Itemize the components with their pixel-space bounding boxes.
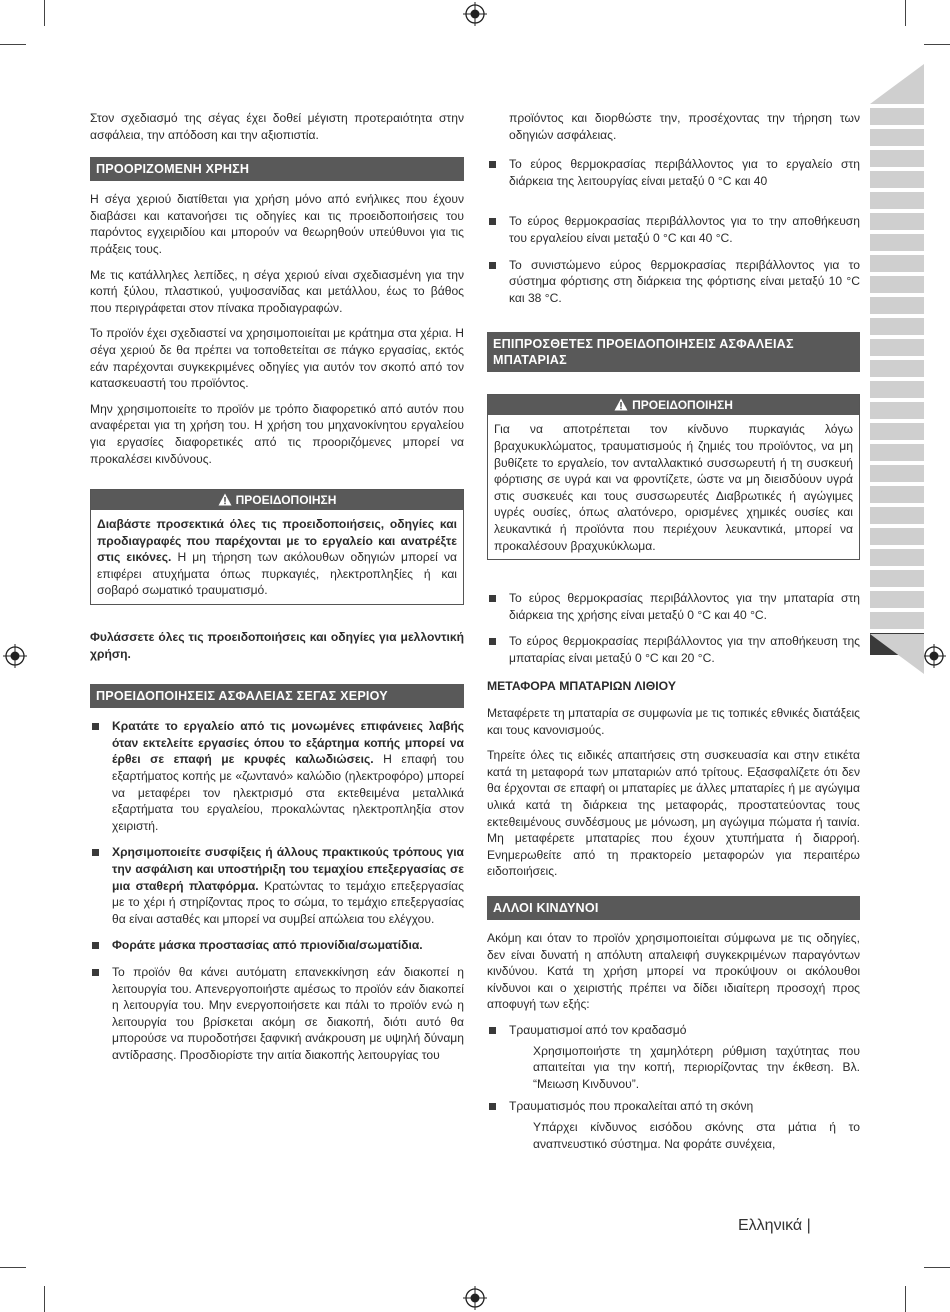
list-item: Το συνιστώμενο εύρος θερμοκρασίας περιβάλλοντος για το σύστημα φόρτισης στη διάρκεια της φόρτισης είναι μεταξύ 10 °C και 38 °C. [487, 257, 860, 307]
section-title-saw-safety: ΠΡΟΕΙΔΟΠΟΙΗΣΕΙΣ ΑΣΦΑΛΕΙΑΣ ΣΕΓΑΣ ΧΕΡΙΟΥ [90, 684, 464, 708]
keep-instructions-note: Φυλάσσετε όλες τις προειδοποιήσεις και οδηγίες για μελλοντική χρήση. [90, 630, 464, 661]
list-item: Το εύρος θερμοκρασίας περιβάλλοντος για την μπαταρία στη διάρκεια της χρήσης είναι μεταξύ 0 °C και 40 °C. [487, 590, 860, 623]
risk-heading: Τραυματισμοί από τον κραδασμό [509, 1022, 687, 1037]
language-tab [870, 213, 924, 230]
language-tab [870, 381, 924, 398]
warning-header [91, 490, 463, 510]
language-tab [870, 276, 924, 293]
crop-mark [0, 1267, 26, 1268]
crop-mark [44, 0, 45, 26]
other-risks-p1: Ακόμη και όταν το προϊόν χρησιμοποιείται σύμφωνα με τις οδηγίες, δεν είναι δυνατή η απόλυτη απαλειφή συγκεκριμένων παραγόντων κινδύνου. Κατά τη χρήση μπορεί να προκύψουν οι ακόλουθοι κίνδυνοι και ο χειριστής πρέπει να δίδει ιδιαίτερη προσοχή προς αποφυγή των εξής: [487, 931, 860, 1012]
language-tab [870, 234, 924, 251]
crop-mark [905, 1286, 906, 1312]
language-tab [870, 549, 924, 566]
saw-safety-list [90, 718, 464, 1063]
transport-heading: ΜΕΤΑΦΟΡΑ ΜΠΑΤΑΡΙΩΝ ΛΙΘΙΟΥ [487, 679, 676, 694]
language-tab [870, 486, 924, 503]
list-item [487, 1098, 860, 1115]
list-item: Κρατάτε το εργαλείο από τις μονωμένες επιφάνειες λαβής όταν εκτελείτε εργασίες όπου το εξάρτημα κοπής μπορεί να έρθει σε επαφή με κρυφές καλωδιώσεις. Η επαφή του εξαρτήματος κοπής με «ζωντανό» καλώδιο (ηλεκτροφόρο) μπορεί να μεταφέρει τον ηλεκτρισμό στα εκτεθειμένα μεταλλικά εξαρτήματα του εργαλείου, προκαλώντας ηλεκτροπληξία στον χειριστή. [90, 718, 464, 834]
crop-mark [905, 0, 906, 26]
risk-body: Χρησιμοποιήστε τη χαμηλότερη ρύθμιση ταχύτητας που απαιτείται για την κοπή, περιορίζοντας την έκθεση. Βλ. “Μειωση Κινδυνου”. [533, 1043, 860, 1091]
language-tab [870, 402, 924, 419]
section-title-intended-use: ΠΡΟΟΡΙΖΟΜΕΝΗ ΧΡΗΣΗ [90, 157, 464, 181]
language-tab [870, 570, 924, 587]
language-tab [870, 150, 924, 167]
list-item: Το εύρος θερμοκρασίας περιβάλλοντος για το την αποθήκευση του εργαλείου είναι μεταξύ 0 °C και 40 °C. [487, 213, 860, 246]
other-risks-list [487, 1098, 860, 1115]
section-title-other-risks: ΑΛΛΟΙ ΚΙΝΔΥΝΟΙ [487, 896, 860, 920]
tool-temperature-list [487, 156, 860, 306]
language-tab [870, 591, 924, 608]
intended-use-p3: Το προϊόν έχει σχεδιαστεί να χρησιμοποιείται με κράτημα στα χέρια. Η σέγα χεριού δε θα πρέπει να τοποθετείται σε πάγκο εργασίας, εκτός εάν παρέχονται συγκεκριμένες οδηγίες για αυτόν τον σκοπό από τον κατασκευαστή του προϊόντος. [90, 326, 464, 391]
risk-body: Υπάρχει κίνδυνος εισόδου σκόνης στα μάτια ή το αναπνευστικό σύστημα. Να φοράτε συνέχεια, [533, 1119, 860, 1151]
language-tab [870, 423, 924, 440]
list-item [487, 1022, 860, 1039]
language-tabs [870, 64, 924, 674]
language-tab [870, 318, 924, 335]
section-title-battery-safety: ΕΠΙΠΡΟΣΘΕΤΕΣ ΠΡΟΕΙΔΟΠΟΙΗΣΕΙΣ ΑΣΦΑΛΕΙΑΣ ΜΠΑΤΑΡΙΑΣ [487, 332, 860, 372]
language-tab [870, 465, 924, 482]
language-tab [870, 129, 924, 146]
tab-bottom-triangle [870, 634, 924, 674]
intended-use-p2: Με τις κατάλληλες λεπίδες, η σέγα χεριού είναι σχεδιασμένη για την κοπή ξύλου, πλαστικού, γυψοσανίδας και μετάλλου, έως το βάθος που περιγράφεται στον πίνακα προδιαγραφών. [90, 267, 464, 315]
language-tab [870, 108, 924, 125]
language-tab [870, 192, 924, 209]
intended-use-p4: Μην χρησιμοποιείτε το προϊόν με τρόπο διαφορετικό από αυτόν που αναφέρεται για τη χρήση του. Η χρήση του μηχανοκίνητου εργαλείου για εργασίες διαφορετικές από τις προοριζόμενες μπορεί να προκαλέσει κινδύνους. [90, 401, 464, 466]
list-item: Το εύρος θερμοκρασίας περιβάλλοντος για την αποθήκευση της μπαταρίας είναι μεταξύ 0 °C και 20 °C. [487, 633, 860, 666]
warning-bold-text: Διαβάστε προσεκτικά όλες τις προειδοποιήσεις, οδηγίες και προδιαγραφές που παρέχονται με το εργαλείο και ανατρέξτε στις εικόνες. [97, 517, 457, 565]
language-tab [870, 339, 924, 356]
other-risks-list [487, 1022, 860, 1039]
list-item: Φοράτε μάσκα προστασίας από πριονίδια/σωματίδια. [90, 937, 464, 954]
crop-mark [0, 44, 26, 45]
right-column [487, 110, 860, 1158]
language-tab [870, 297, 924, 314]
language-tab [870, 255, 924, 272]
risk-heading: Τραυματισμός που προκαλείται από τη σκόνη [509, 1099, 754, 1114]
transport-p1: Μεταφέρετε τη μπαταρία σε συμφωνία με τις τοπικές εθνικές διατάξεις και τους κανονισμούς. [487, 706, 860, 737]
language-tab [870, 171, 924, 188]
intro-text: Στον σχεδιασμό της σέγας έχει δοθεί μέγιστη προτεραιότητα στην ασφάλεια, την απόδοση και την αξιοπιστία. [90, 111, 464, 142]
warning-label: ΠΡΟΕΙΔΟΠΟΙΗΣΗ [632, 398, 733, 413]
tab-top-triangle [870, 64, 924, 104]
warning-triangle-icon [614, 398, 628, 411]
language-tab [870, 444, 924, 461]
warning-label: ΠΡΟΕΙΔΟΠΟΙΗΣΗ [235, 493, 337, 508]
language-tab [870, 612, 924, 629]
language-tab [870, 360, 924, 377]
language-tab [870, 528, 924, 545]
warning-text: Η μη τήρηση των ακόλουθων οδηγιών μπορεί να επιφέρει ατυχήματα όπως πυρκαγιές, ηλεκτροπληξίες ή και σοβαρό σωματικό τραυματισμό. [97, 550, 457, 598]
battery-temperature-list [487, 590, 860, 666]
warning-box [90, 489, 464, 605]
registration-mark-icon [463, 1286, 487, 1310]
language-tab [870, 507, 924, 524]
intended-use-p1: Η σέγα χεριού διατίθεται για χρήση μόνο από ενήλικες που έχουν διαβάσει και κατανοήσει τις οδηγίες και τις προειδοποιήσεις του παρόντος εγχειριδίου και μπορούν να θεωρηθούν υπεύθυνοι για τις πράξεις τους. [90, 192, 464, 256]
left-column [90, 110, 464, 1074]
list-item: Το εύρος θερμοκρασίας περιβάλλοντος για το εργαλείο στη διάρκεια της λειτουργίας είναι μεταξύ 0 °C και 40 [487, 156, 860, 189]
transport-p2: Τηρείτε όλες τις ειδικές απαιτήσεις στη συσκευασία και στην ετικέτα κατά τη μεταφορά των μπαταριών από τρίτους. Εξασφαλίζετε ότι δεν θα έρχονται σε επαφή οι μπαταρίες με άλλες μπαταρίες ή με αγώγιμα υλικά κατά τη διάρκεια της μεταφοράς, προστατεύοντας τους εκτεθειμένους συνδέσμους με μόνωση, μη αγώγιμα πώματα ή ταινία. Μη μεταφέρετε μπαταρίες που έχουν χτυπήματα ή διαρροή. Ενημερωθείτε από τη πρακτορείο μεταφορών για περαιτέρω ειδοποιήσεις. [487, 748, 860, 879]
crop-mark [924, 1267, 950, 1268]
warning-box [487, 394, 860, 560]
registration-mark-icon [3, 644, 27, 668]
continued-text: προϊόντος και διορθώστε την, προσέχοντας την τήρηση των οδηγιών ασφάλειας. [509, 111, 860, 142]
crop-mark [44, 1286, 45, 1312]
warning-triangle-icon [218, 493, 232, 506]
list-item: Το προϊόν θα κάνει αυτόματη επανεκκίνηση εάν διακοπεί η λειτουργία του. Απενεργοποιήστε αμέσως το προϊόν εάν διακοπεί η λειτουργία του. Μην ενεργοποιήσετε και πάλι το προϊόν ενώ η λειτουργία του βρίσκεται ακόμη σε διακοπή, διότι αυτό θα μπορούσε να πυροδοτήσει ξαφνική ανάκρουση με υψηλή δύναμη αντίδρασης. Προσδιορίστε την αιτία διακοπής λειτουργίας του [90, 964, 464, 1064]
warning-body [91, 510, 463, 604]
crop-mark [924, 44, 950, 45]
warning-header [488, 395, 859, 415]
page-language-label: Ελληνικά | [738, 1217, 811, 1234]
registration-mark-icon [922, 644, 946, 668]
registration-mark-icon [463, 2, 487, 26]
warning-body: Για να αποτρέπεται τον κίνδυνο πυρκαγιάς λόγω βραχυκυκλώματος, τραυματισμούς ή ζημιές του προϊόντος, να μη βυθίζετε το εργαλείο, τον ανταλλακτικό συσσωρευτή ή τη συσκευή φόρτισης σε υγρά και να φροντίζετε, ώστε να μη διεισδύουν υγρά στις συσκευές και τους συσσωρευτές Διαβρωτικές ή αγώγιμες υγρές ουσίες, όπως αλατόνερο, ορισμένες χημικές ουσίες και λευκαντικά ή προϊόντα που περιέχουν λευκαντικά, μπορεί να προκαλέσουν βραχυκύκλωμα. [494, 422, 853, 553]
list-item: Χρησιμοποιείτε συσφίξεις ή άλλους πρακτικούς τρόπους για την ασφάλιση και υποστήριξη του τεμαχίου επεξεργασίας σε μια σταθερή πλατφόρμα. Κρατώντας το τεμάχιο επεξεργασίας με το χέρι ή στηρίζοντας προς το σώμα, το τεμάχιο επεξεργασίας θα είναι ασταθές και μπορεί να συμβεί απώλεια του ελέγχου. [90, 844, 464, 927]
